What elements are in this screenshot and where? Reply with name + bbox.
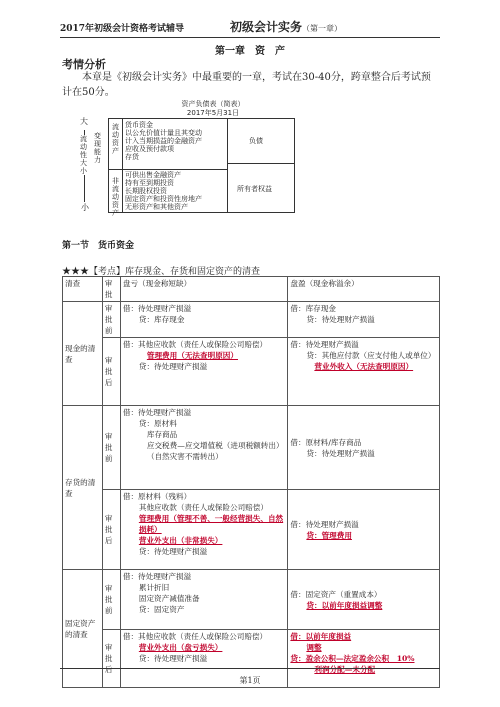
label-equity: 所有者权益	[237, 185, 272, 193]
label-convert: 变现能力	[94, 132, 101, 164]
diagram-title: 资产负债表（简表） 2017年5月31日	[181, 100, 245, 117]
current-items: 货币资金 以公允价值计量且其变动 计入当期损益的金融资产 应收及预付款项 存货	[125, 121, 202, 161]
label-liquidity: 流动性大小	[80, 135, 87, 175]
inventory-check-table	[62, 276, 440, 688]
table-row: 固定资产的清查 审批前 借：待处理财产损溢 累计折旧 固定资产减值准备 贷：固定资产 借：固定资产（重置成本） 贷：以前年度损益调整	[63, 570, 440, 630]
balance-sheet-diagram	[80, 100, 295, 215]
table-row: 审批后 借：其他应收款（责任人或保险公司赔偿） 营业外支出（盘亏损失） 贷：待处理财产损溢 借：以前年度损益 调整 贷：盈余公积—法定盈余公积 10% 利润分配—未分配	[63, 630, 440, 688]
header-left: 2017年初级会计资格考试辅导	[60, 24, 185, 34]
label-small: 小	[81, 203, 89, 212]
subsection-title: 第一节 货币资金	[62, 241, 135, 251]
page-header	[60, 18, 440, 38]
label-noncurrent: 非流动资产	[112, 177, 119, 217]
keypoint-title: ★★★【考点】库存现金、存货和固定资产的清查	[62, 267, 261, 277]
noncurrent-items: 可供出售金融资产 持有至到期投资 长期股权投资 固定资产和投资性房地产 无形资产和其他资产	[125, 171, 202, 211]
table-header-row: 清查 审批 盘亏（现金称短缺） 盘盈（现金称溢余）	[63, 277, 440, 302]
chapter-title: 第一章 资 产	[215, 46, 285, 57]
label-big: 大	[80, 117, 88, 126]
table-row: 现金的清查 审批前 借：待处理财产损溢 贷：库存现金 借：库存现金 贷：待处理财产损溢	[63, 302, 440, 338]
table-row: 审批后 借：原材料（残料） 其他应收款（责任人或保险公司赔偿） 管理费用（管理不善、一般经营损失、自然损耗） 营业外支出（非常损失） 贷：待处理财产损溢 借：待处理财产损溢 贷：管理费用	[63, 490, 440, 570]
table-row: 审批后 借：其他应收款（责任人或保险公司赔偿） 管理费用（无法查明原因） 贷：待处理财产损溢 借：待处理财产损溢 贷：其他应付款（应支付他人或单位） 营业外收入（无法查明原因）	[63, 338, 440, 406]
section-title: 考情分析	[62, 58, 106, 71]
page-footer: 第1页	[60, 668, 440, 686]
intro-paragraph: 本章是《初级会计实务》中最重要的一章，考试在30-40分，跨章整合后考试预计在50分。	[62, 72, 431, 98]
table-row: 存货的清查 审批前 借：待处理财产损溢 贷：原材料 库存商品 应交税费—应交增值税（进项税额转出）（自然灾害不需转出） 借：原材料/库存商品 贷：待处理财产损溢	[63, 406, 440, 490]
header-title: 初级会计实务（第一章）	[230, 20, 343, 34]
label-current: 流动资产	[112, 123, 119, 155]
label-liabilities: 负债	[249, 137, 263, 145]
diagram-box	[108, 118, 295, 217]
